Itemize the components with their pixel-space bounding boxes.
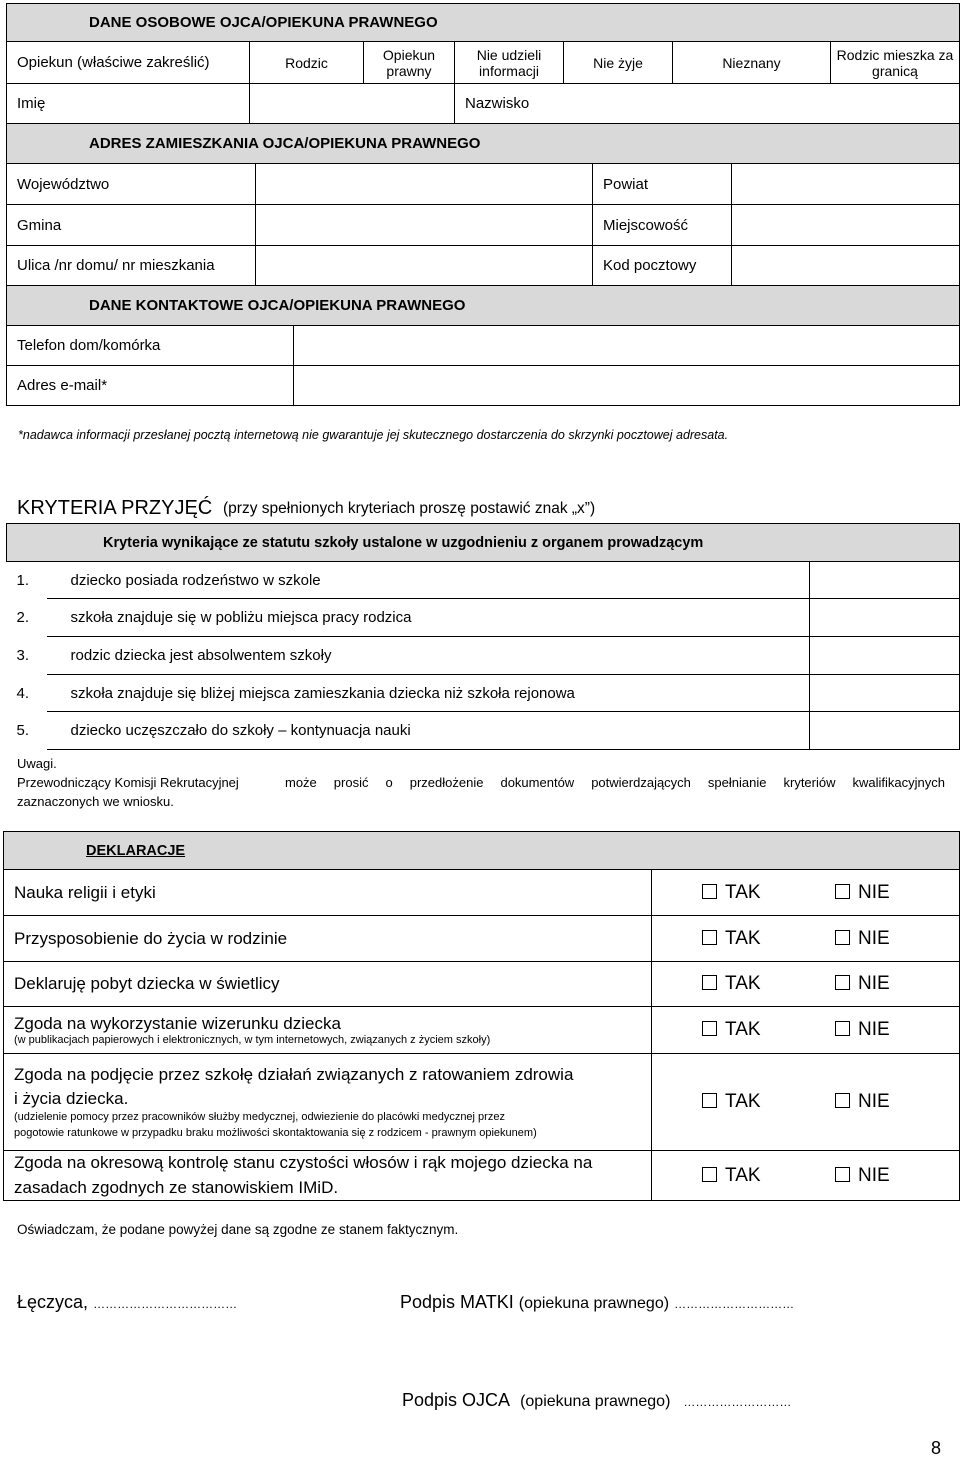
locality-label: Miejscowość <box>593 205 732 246</box>
declaration-label-cont: zasadach zgodnych ze stanowiskiem IMiD. <box>14 1177 339 1197</box>
mother-signature-label: Podpis MATKI <box>400 1292 514 1312</box>
declaration-label-cont: i życia dziecka. <box>14 1088 129 1108</box>
declaration-label: Zgoda na wykorzystanie wizerunku dziecka <box>14 1013 341 1033</box>
checkbox-square-icon <box>835 930 850 945</box>
yes-checkbox[interactable]: TAK <box>702 1165 761 1186</box>
place-signature <box>17 1292 237 1313</box>
no-checkbox[interactable]: NIE <box>835 1019 890 1040</box>
criteria-checkbox-cell[interactable] <box>809 712 960 750</box>
yes-no-cell <box>652 1007 960 1054</box>
criteria-number: 4. <box>16 684 30 702</box>
father-signature-suffix: (opiekuna prawnego) <box>520 1393 671 1410</box>
declaration-row <box>4 1007 960 1054</box>
no-checkbox[interactable]: NIE <box>835 973 890 994</box>
first-name-field[interactable] <box>250 84 455 124</box>
declaration-note-cont: pogotowie ratunkowe w przypadku braku możliwości skontaktowania się z rodzicem - prawnym opiekunem) <box>14 1126 537 1139</box>
criteria-number: 5. <box>16 722 30 739</box>
criteria-number: 2. <box>16 609 30 626</box>
option-abroad[interactable]: Rodzic mieszka za granicą <box>831 42 960 84</box>
criteria-table <box>6 523 960 750</box>
option-no-info[interactable]: Nie udzieli informacji <box>455 42 564 84</box>
criteria-title: KRYTERIA PRZYJĘĆ <box>17 497 213 519</box>
criteria-text: dziecko uczęszczało do szkoły – kontynuacja nauki <box>47 712 810 750</box>
no-checkbox[interactable]: NIE <box>835 882 890 903</box>
criteria-checkbox-cell[interactable] <box>809 675 960 712</box>
remarks-text-b: może prosić o przedłożenie dokumentów potwierdzających spełnianie kryteriów kwalifikacyjnych <box>285 775 945 790</box>
municipality-field[interactable] <box>256 205 593 246</box>
voivodeship-label: Województwo <box>7 164 256 205</box>
yes-checkbox[interactable]: TAK <box>702 1019 761 1040</box>
county-label: Powiat <box>593 164 732 205</box>
address-section-title: ADRES ZAMIESZKANIA OJCA/OPIEKUNA PRAWNEGO <box>7 124 960 164</box>
declaration-cell <box>4 1151 652 1201</box>
checkbox-square-icon <box>702 975 717 990</box>
declaration-cell <box>4 1007 652 1054</box>
criteria-row <box>7 675 960 712</box>
checkbox-square-icon <box>702 1021 717 1036</box>
no-checkbox[interactable]: NIE <box>835 1091 890 1112</box>
declaration-note: (w publikacjach papierowych i elektronicznych, w tym internetowych, związanych z życiem szkoły) <box>14 1033 491 1046</box>
criteria-instruction: (przy spełnionych kryteriach proszę postawić znak „x”) <box>223 500 596 517</box>
criteria-text: dziecko posiada rodzeństwo w szkole <box>47 562 810 599</box>
criteria-number: 3. <box>16 647 30 664</box>
municipality-label: Gmina <box>7 205 256 246</box>
last-name-field[interactable] <box>673 84 960 124</box>
declaration-row <box>4 870 960 916</box>
checkbox-square-icon <box>835 1021 850 1036</box>
statement-text: Oświadczam, że podane powyżej dane są zgodne ze stanem faktycznym. <box>17 1222 459 1237</box>
mother-signature <box>400 1292 794 1313</box>
declaration-label: Nauka religii i etyki <box>4 870 652 916</box>
option-unknown[interactable]: Nieznany <box>673 42 831 84</box>
first-name-label: Imię <box>7 84 250 124</box>
place-dots[interactable]: ……………………………… <box>93 1297 238 1311</box>
criteria-header: Kryteria wynikające ze statutu szkoły ustalone w uzgodnieniu z organem prowadzącym <box>7 524 960 562</box>
locality-field[interactable] <box>732 205 960 246</box>
checkbox-square-icon <box>835 1167 850 1182</box>
declaration-row <box>4 1151 960 1201</box>
option-deceased[interactable]: Nie żyje <box>564 42 673 84</box>
criteria-checkbox-cell[interactable] <box>809 637 960 675</box>
checkbox-square-icon <box>702 1093 717 1108</box>
father-signature <box>402 1390 791 1411</box>
criteria-number: 1. <box>16 571 30 589</box>
declaration-label: Zgoda na okresową kontrolę stanu czystości włosów i rąk mojego dziecka na <box>14 1153 593 1172</box>
criteria-text: rodzic dziecka jest absolwentem szkoły <box>47 637 810 675</box>
yes-checkbox[interactable]: TAK <box>702 1091 761 1112</box>
remarks-text-a: Przewodniczący Komisji Rekrutacyjnej <box>17 775 239 790</box>
contact-table <box>6 285 960 406</box>
postal-code-field[interactable] <box>732 246 960 286</box>
declaration-row <box>4 962 960 1007</box>
declarations-table <box>3 831 960 1201</box>
yes-no-cell <box>652 962 960 1007</box>
email-footnote: *nadawca informacji przesłanej pocztą internetową nie gwarantuje jej skutecznego dostarczenia do skrzynki pocztowej adresata. <box>18 428 729 442</box>
criteria-text: szkoła znajduje się bliżej miejsca zamieszkania dziecka niż szkoła rejonowa <box>47 675 810 712</box>
father-signature-label: Podpis OJCA <box>402 1390 510 1410</box>
phone-label: Telefon dom/komórka <box>7 326 294 366</box>
no-checkbox[interactable]: NIE <box>835 928 890 949</box>
yes-checkbox[interactable]: TAK <box>702 882 761 903</box>
declaration-note: (udzielenie pomocy przez pracowników służby medycznej, odwiezienie do placówki medycznej przez <box>14 1111 505 1124</box>
declarations-title: DEKLARACJE <box>4 832 960 870</box>
yes-no-cell <box>652 916 960 962</box>
mother-signature-suffix: (opiekuna prawnego) <box>518 1295 670 1312</box>
guardian-type-label: Opiekun (właściwe zakreślić) <box>7 42 250 84</box>
declaration-cell <box>4 1054 652 1151</box>
contact-section-title: DANE KONTAKTOWE OJCA/OPIEKUNA PRAWNEGO <box>7 286 960 326</box>
criteria-row <box>7 562 960 599</box>
guardian-table <box>6 3 960 124</box>
no-checkbox[interactable]: NIE <box>835 1165 890 1186</box>
email-field[interactable] <box>294 366 960 406</box>
declaration-label: Deklaruję pobyt dziecka w świetlicy <box>4 962 652 1007</box>
address-table <box>6 123 960 286</box>
father-signature-dots[interactable]: ……………………… <box>683 1395 792 1409</box>
criteria-text: szkoła znajduje się w pobliżu miejsca pracy rodzica <box>47 599 810 637</box>
county-field[interactable] <box>732 164 960 205</box>
guardian-section-title: DANE OSOBOWE OJCA/OPIEKUNA PRAWNEGO <box>7 4 960 42</box>
declaration-label: Zgoda na podjęcie przez szkołę działań związanych z ratowaniem zdrowia <box>14 1064 574 1084</box>
mother-signature-dots[interactable]: ………………………… <box>674 1297 795 1311</box>
checkbox-square-icon <box>835 884 850 899</box>
page-number: 8 <box>931 1438 942 1458</box>
street-field[interactable] <box>256 246 593 286</box>
criteria-row <box>7 712 960 750</box>
postal-code-label: Kod pocztowy <box>593 246 732 286</box>
remarks-label: Uwagi. <box>17 756 57 771</box>
yes-checkbox[interactable]: TAK <box>702 928 761 949</box>
declaration-row <box>4 1054 960 1151</box>
checkbox-square-icon <box>702 930 717 945</box>
yes-checkbox[interactable]: TAK <box>702 973 761 994</box>
phone-field[interactable] <box>294 326 960 366</box>
criteria-checkbox-cell[interactable] <box>809 599 960 637</box>
option-legal-guardian[interactable]: Opiekun prawny <box>364 42 455 84</box>
checkbox-square-icon <box>835 975 850 990</box>
voivodeship-field[interactable] <box>256 164 593 205</box>
yes-no-cell <box>652 1151 960 1201</box>
option-parent[interactable]: Rodzic <box>250 42 364 84</box>
place-label: Łęczyca, <box>17 1292 89 1312</box>
yes-no-cell <box>652 870 960 916</box>
criteria-row <box>7 637 960 675</box>
street-label: Ulica /nr domu/ nr mieszkania <box>7 246 256 286</box>
declaration-label: Przysposobienie do życia w rodzinie <box>4 916 652 962</box>
checkbox-square-icon <box>835 1093 850 1108</box>
declaration-row <box>4 916 960 962</box>
yes-no-cell <box>652 1054 960 1151</box>
checkbox-square-icon <box>702 884 717 899</box>
checkbox-square-icon <box>702 1167 717 1182</box>
last-name-label: Nazwisko <box>455 84 673 124</box>
remarks-text-c: zaznaczonych we wniosku. <box>17 794 174 809</box>
criteria-row <box>7 599 960 637</box>
email-label: Adres e-mail* <box>7 366 294 406</box>
criteria-checkbox-cell[interactable] <box>809 562 960 599</box>
